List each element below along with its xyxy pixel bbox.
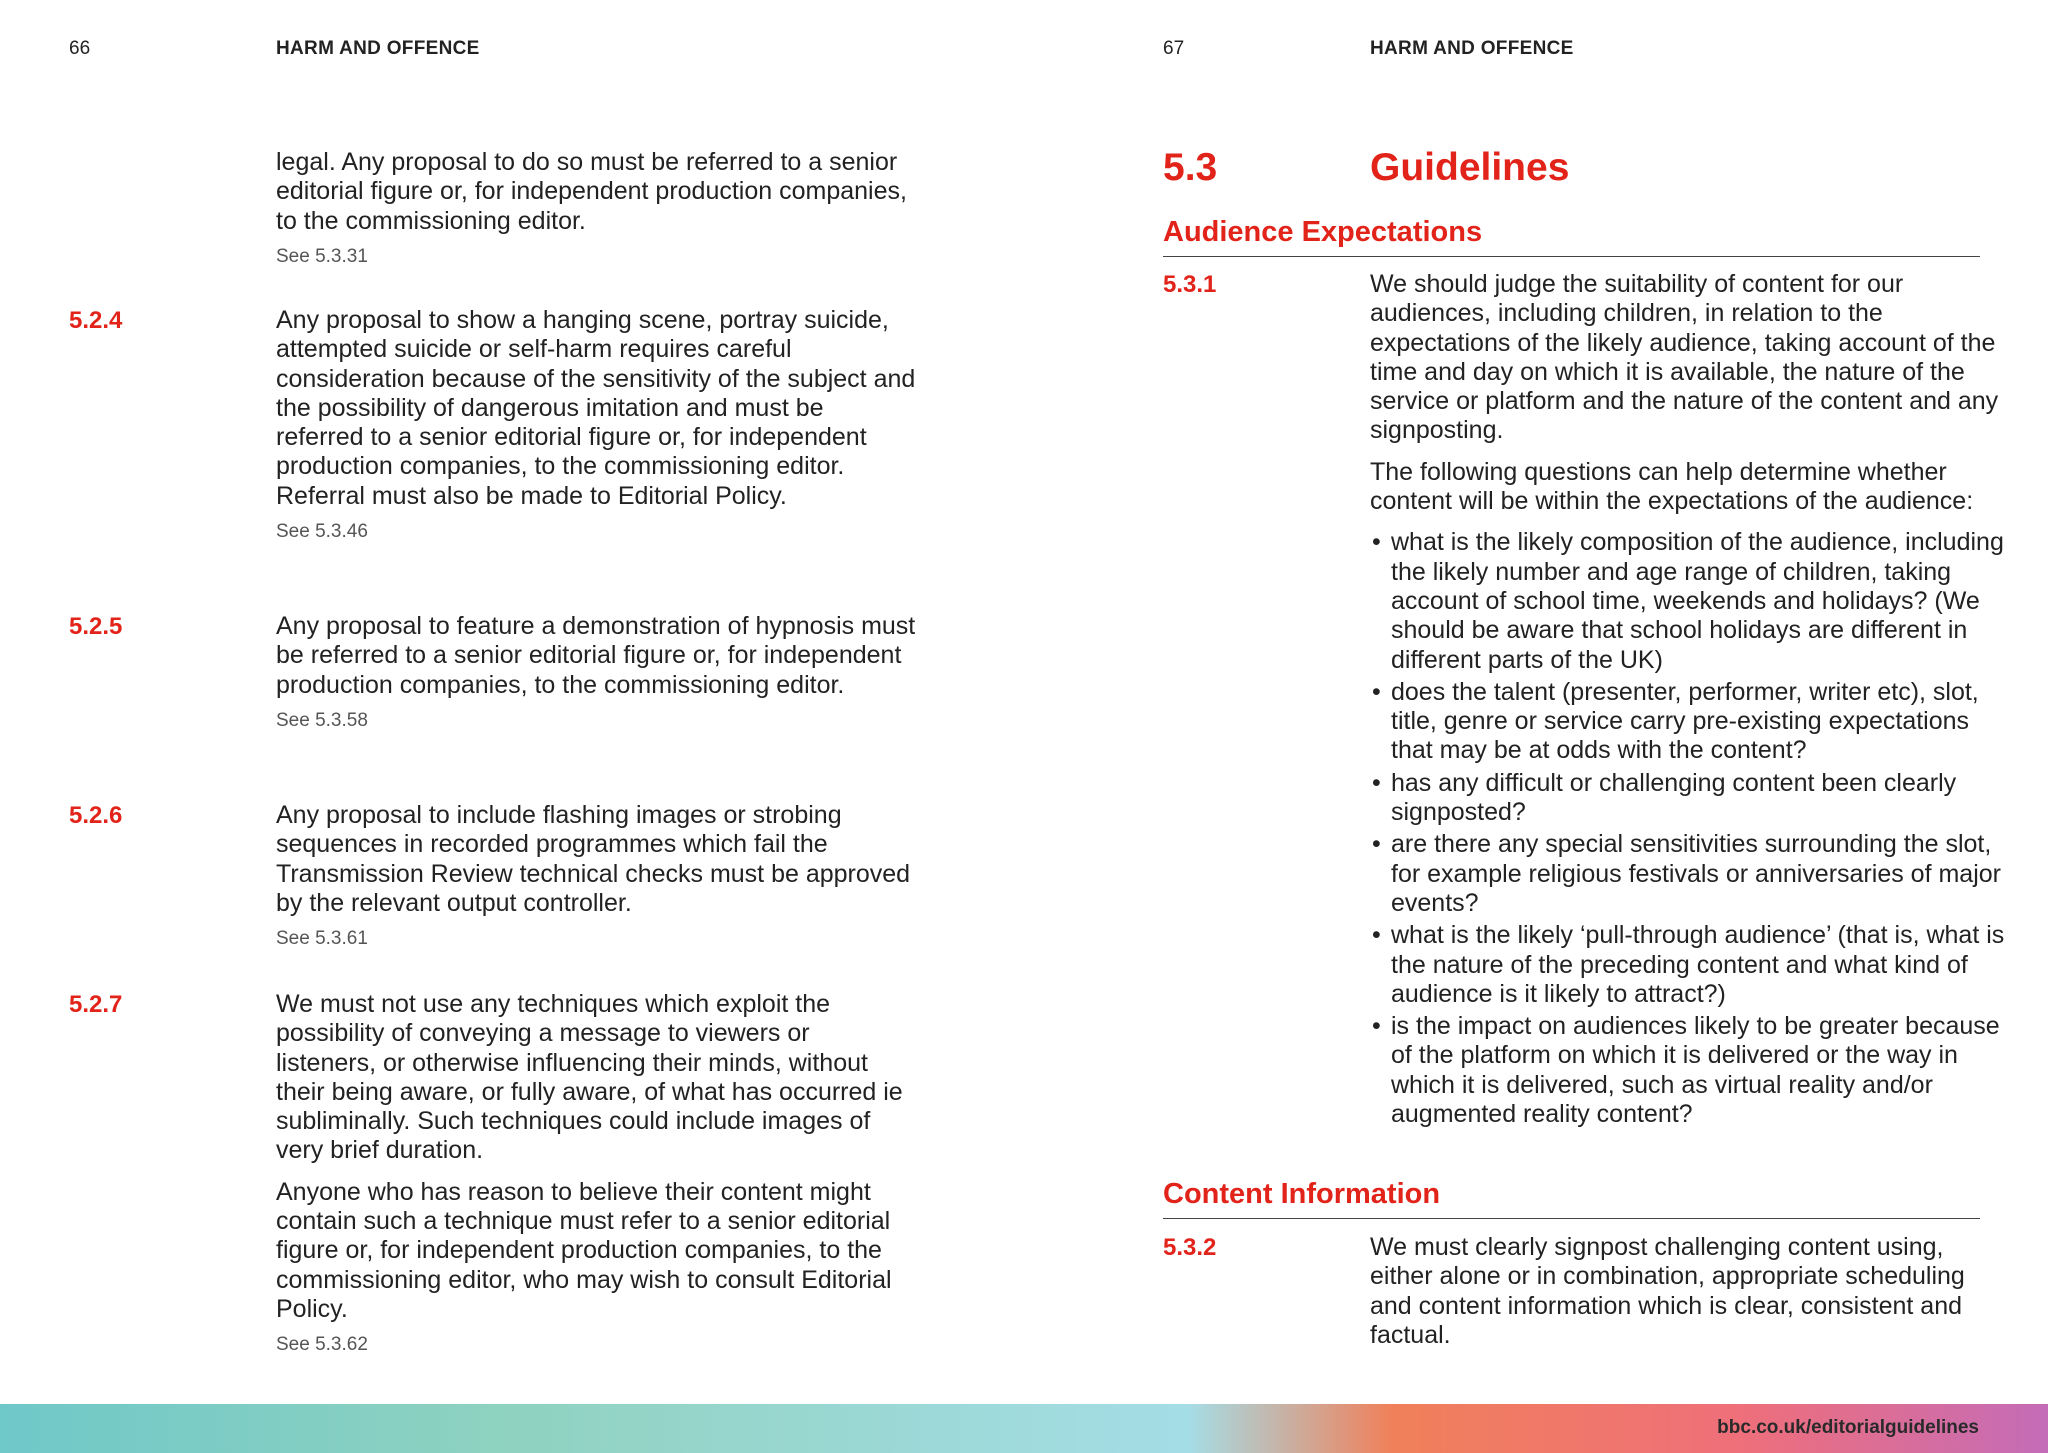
section-title: Guidelines	[1370, 146, 1570, 189]
left-page	[0, 0, 1024, 1404]
page-number: 66	[69, 38, 91, 59]
footer-band	[0, 1404, 2048, 1453]
clause-text-continued: Anyone who has reason to believe their content might contain such a technique must refer to a senior editorial figure or, for independent production companies, to the commissioning editor, who may wish to consult Editorial Policy.	[276, 1177, 892, 1323]
clause-text: We must clearly signpost challenging content using, either alone or in combination, appropriate scheduling and content information which is clear, consistent and factual.	[1370, 1233, 1965, 1349]
right-page	[1024, 0, 2048, 1404]
clause-text: Any proposal to feature a demonstration of hypnosis must be referred to a senior editorial figure or, for independent production companies, to the commissioning editor.	[276, 612, 916, 699]
clause-5-2-4	[276, 306, 916, 543]
clause-number: 5.2.4	[69, 307, 123, 334]
page-number: 67	[1163, 38, 1185, 59]
question-list	[1370, 528, 2010, 1129]
list-item: • is the impact on audiences likely to be greater because of the platform on which it is delivered or the way in which it is delivered, such as virtual reality and/or augmented reality content?	[1372, 1012, 2000, 1129]
section-number: 5.3	[1163, 146, 1218, 189]
clause-number: 5.2.6	[69, 802, 123, 829]
running-head: HARM AND OFFENCE	[1370, 38, 1574, 59]
clause-text: We must not use any techniques which exploit the possibility of conveying a message to viewers or listeners, or otherwise influencing their minds, without their being aware, or fully aware, of what has occurred ie subliminally. Such techniques could include images of very brief duration.	[276, 990, 903, 1165]
clause-number: 5.2.7	[69, 991, 123, 1018]
clause-text: Any proposal to show a hanging scene, portray suicide, attempted suicide or self-harm requires careful consideration because of the sensitivity of the subject and the possibility of dangerous imitation and must be referred to a senior editorial figure or, for independent production companies, to the commissioning editor. Referral must also be made to Editorial Policy.	[276, 306, 916, 510]
clause-number: 5.3.2	[1163, 1234, 1217, 1261]
clause-number: 5.2.5	[69, 613, 123, 640]
clause-text: Any proposal to include flashing images or strobing sequences in recorded programmes which fail the Transmission Review technical checks must be approved by the relevant output controller.	[276, 801, 911, 917]
running-head: HARM AND OFFENCE	[276, 38, 480, 59]
continuation-block	[276, 148, 916, 268]
list-item: • does the talent (presenter, performer, writer etc), slot, title, genre or service carry pre-existing expectations that may be at odds with the content?	[1372, 677, 1979, 765]
clause-5-2-6	[276, 801, 916, 950]
footer-url[interactable]: bbc.co.uk/editorialguidelines	[1717, 1417, 1979, 1438]
heading-rule	[1163, 256, 1980, 257]
clause-intro: The following questions can help determine whether content will be within the expectations of the audience:	[1370, 457, 1974, 516]
cross-reference: See 5.3.31	[276, 245, 368, 267]
clause-5-3-1	[1370, 270, 2010, 1132]
subsection-heading: Content Information	[1163, 1178, 1441, 1210]
list-item: • what is the likely ‘pull-through audience’ (that is, what is the nature of the preceding content and what kind of audience is it likely to attract?)	[1372, 921, 2005, 1008]
heading-rule	[1163, 1218, 1980, 1219]
continuation-text: legal. Any proposal to do so must be referred to a senior editorial figure or, for independent production companies, to the commissioning editor.	[276, 148, 907, 235]
clause-number: 5.3.1	[1163, 271, 1217, 298]
clause-5-2-7	[276, 990, 916, 1356]
clause-5-2-5	[276, 612, 916, 732]
list-item: • has any difficult or challenging content been clearly signposted?	[1372, 768, 1957, 827]
cross-reference: See 5.3.62	[276, 1334, 368, 1356]
cross-reference: See 5.3.58	[276, 709, 368, 731]
cross-reference: See 5.3.61	[276, 928, 368, 950]
clause-5-3-2	[1370, 1233, 2010, 1350]
list-item: • are there any special sensitivities surrounding the slot, for example religious festivals or anniversaries of major events?	[1372, 830, 2001, 917]
subsection-heading: Audience Expectations	[1163, 216, 1483, 248]
clause-text: We should judge the suitability of content for our audiences, including children, in relation to the expectations of the likely audience, taking account of the time and day on which it is available, the nature of the service or platform and the nature of the content and any signposting.	[1370, 270, 1999, 445]
cross-reference: See 5.3.46	[276, 521, 368, 543]
list-item: • what is the likely composition of the audience, including the likely number and age range of children, taking account of school time, weekends and holidays? (We should be aware that school holidays are different in different parts of the UK)	[1372, 528, 2004, 674]
